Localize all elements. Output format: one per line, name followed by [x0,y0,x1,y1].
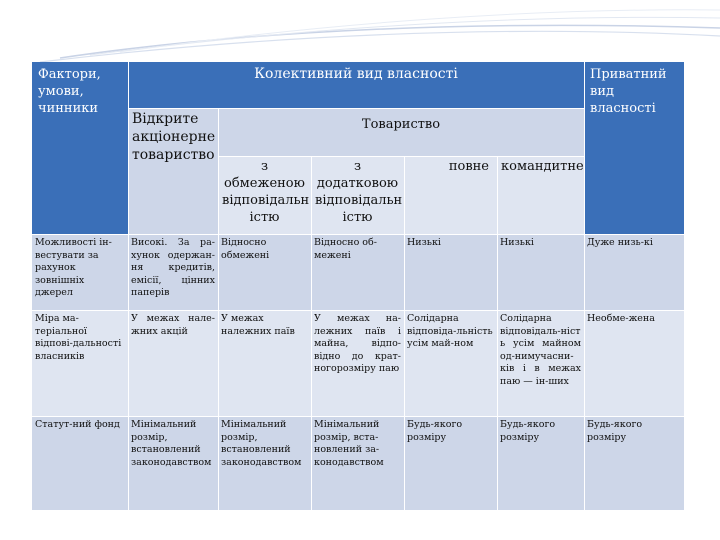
grid-line [497,156,498,510]
row3-factor: Статут-ний фонд [32,416,128,510]
header-private: Приватний вид власності [584,62,684,234]
ownership-comparison-table [32,62,684,510]
row3-general: Будь-якого розміру [404,416,497,510]
grid-line [32,234,684,235]
row3-limited: Будь-якого розміру [497,416,584,510]
grid-line [128,62,129,510]
grid-line [32,310,684,311]
row3-private: Будь-якого розміру [584,416,684,510]
header-open-jsc: Відкрите акціонерне товариство [128,108,218,234]
header-limited: командитне [497,156,584,234]
row2-private: Необме-жена [584,310,684,416]
grid-line [128,108,584,109]
row2-general: Солідарна відповіда-льність усім май-ном [404,310,497,416]
header-general: повне [404,156,497,234]
header-partnership: Товариство [218,108,584,156]
grid-line [404,156,405,510]
grid-line [32,416,684,417]
row1-limited: Низькі [497,234,584,310]
row2-ojsc: У межах нале-жних акцій [128,310,218,416]
header-alc: з додатковою відповідальн істю [311,156,404,234]
row2-limited: Солідарна відповідаль-ніст ь усім майном од-нимучасни-ків і в межах паю — ін-ших [497,310,584,416]
row1-general: Низькі [404,234,497,310]
row2-llc: У межах належних паїв [218,310,311,416]
row1-private: Дуже низь-кі [584,234,684,310]
grid-line [584,62,585,510]
header-collective: Колективний вид власності [128,62,584,108]
row3-ojsc: Мінімальний розмір, встановлений законодавством [128,416,218,510]
row3-alc: Мінімальний розмір, вста-новлений за-конодавством [311,416,404,510]
decorative-swoosh [0,0,720,70]
grid-line [218,108,219,510]
header-factors: Фактори, умови, чинники [32,62,128,234]
header-llc: з обмеженою відповідальн істю [218,156,311,234]
row2-factor: Міра ма-теріальної відпові-дальності власників [32,310,128,416]
row1-llc: Відносно обмежені [218,234,311,310]
grid-line [218,156,584,157]
row3-llc: Мінімальний розмір, встановлений законодавством [218,416,311,510]
row2-alc: У межах на-лежних паїв і майна, відпо-відно до крат-ногорозміру паю [311,310,404,416]
row1-factor: Можливості ін-вестувати за рахунок зовнішніх джерел [32,234,128,310]
row1-ojsc: Високі. За ра-хунок одержан-ня кредитів, емісії, цінних паперів [128,234,218,310]
grid-line [311,156,312,510]
row1-alc: Відносно об-межені [311,234,404,310]
